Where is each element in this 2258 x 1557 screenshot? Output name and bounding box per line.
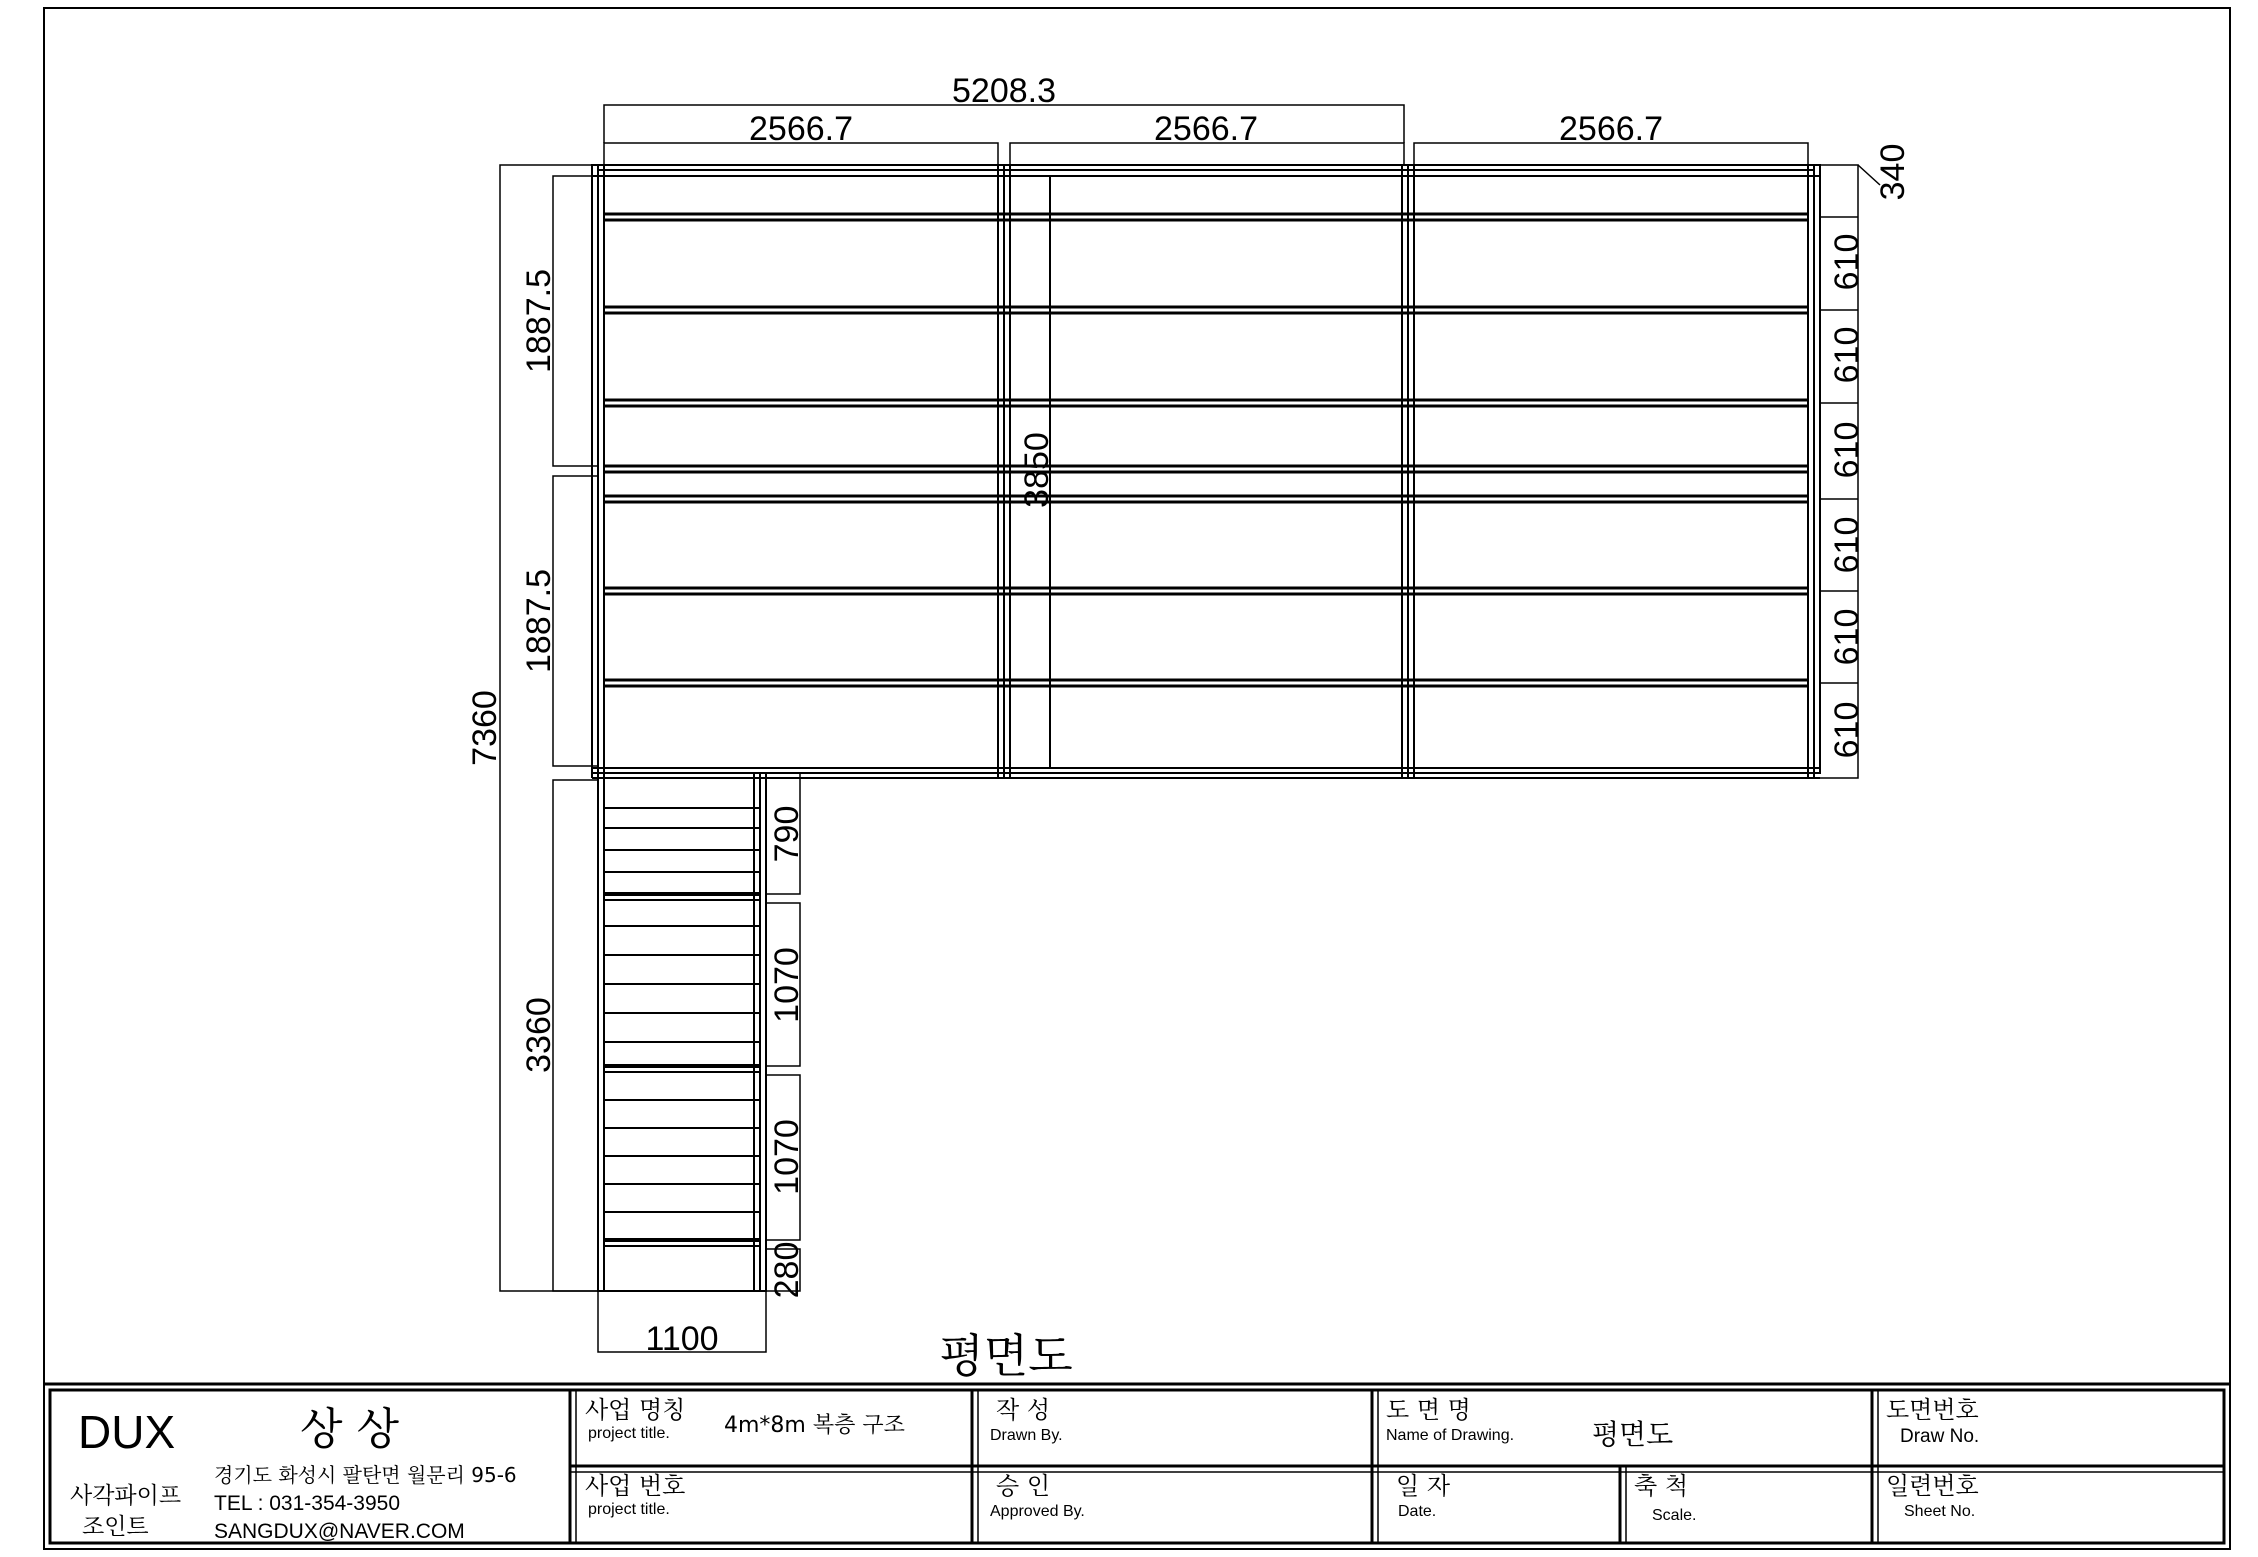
dim-overall-height: 7360	[466, 690, 504, 766]
dim-stair-seg-3: 1070	[768, 1119, 806, 1195]
dim-joist-1: 610	[1828, 233, 1866, 291]
company-tel: TEL : 031-354-3950	[214, 1492, 401, 1515]
plan-view	[500, 105, 1880, 1352]
draw-no-label: 도면번호	[1886, 1396, 1979, 1424]
company-address: 경기도 화성시 팔탄면 월문리 95-6	[214, 1463, 517, 1487]
dim-stair-seg-2: 1070	[768, 947, 806, 1023]
dim-bay-width-2: 2566.7	[1154, 110, 1258, 148]
drawn-by-label: 작 성	[996, 1396, 1050, 1424]
dim-edge-offset: 340	[1874, 143, 1912, 201]
company-sub-1: 사각파이프	[70, 1483, 182, 1509]
dim-joist-3: 610	[1828, 421, 1866, 479]
stair	[598, 773, 766, 1291]
date-label: 일 자	[1396, 1472, 1450, 1500]
scale-sub: Scale.	[1652, 1507, 1697, 1524]
title-block-text	[70, 1396, 1979, 1543]
date-sub: Date.	[1398, 1503, 1437, 1520]
scale-label: 축 척	[1634, 1472, 1688, 1500]
dim-joist-5: 610	[1828, 608, 1866, 666]
project-name-value: 4m*8m 복층 구조	[724, 1413, 905, 1438]
dim-stair-seg-4: 280	[768, 1241, 806, 1299]
project-no-label: 사업 번호	[585, 1472, 686, 1500]
dim-joist-6: 610	[1828, 701, 1866, 759]
project-no-sub: project title.	[588, 1501, 670, 1518]
company-sub-2: 조인트	[82, 1514, 149, 1540]
dimension-labels	[466, 72, 1912, 1358]
dim-joist-4: 610	[1828, 516, 1866, 574]
drawing-name-sub: Name of Drawing.	[1386, 1427, 1515, 1444]
approved-by-label: 승 인	[996, 1472, 1050, 1500]
joists	[604, 214, 1808, 686]
drawing-title: 평면도	[939, 1329, 1073, 1383]
company-email: SANGDUX@NAVER.COM	[214, 1520, 465, 1543]
dim-bay-width-1: 2566.7	[749, 110, 853, 148]
dim-joist-2: 610	[1828, 326, 1866, 384]
dim-bay-width-3: 2566.7	[1559, 110, 1663, 148]
dim-stair-seg-1: 790	[768, 805, 806, 863]
dim-stair-run: 3360	[520, 997, 558, 1073]
project-name-label: 사업 명칭	[585, 1396, 686, 1424]
drawing-name-value: 평면도	[1592, 1418, 1674, 1451]
dim-upper-section-2: 1887.5	[520, 569, 558, 673]
draw-no-sub: Draw No.	[1900, 1426, 1980, 1447]
company-brand: DUX	[78, 1406, 176, 1458]
sheet-no-sub: Sheet No.	[1904, 1503, 1976, 1520]
drawing-name-label: 도 면 명	[1386, 1396, 1471, 1424]
dim-upper-section-1: 1887.5	[520, 269, 558, 373]
stair-treads	[604, 808, 760, 1246]
dim-mid-span: 3850	[1018, 432, 1056, 508]
dim-stair-width: 1100	[645, 1320, 719, 1358]
company-name: 상 상	[300, 1404, 399, 1455]
dim-overall-width: 5208.3	[952, 72, 1056, 110]
deck-outer-frame	[592, 165, 1820, 773]
project-name-sub: project title.	[588, 1425, 670, 1442]
deck-inner-frame	[598, 170, 1814, 768]
sheet-no-label: 일련번호	[1886, 1472, 1979, 1500]
drawn-by-sub: Drawn By.	[990, 1427, 1063, 1444]
approved-by-sub: Approved By.	[990, 1503, 1085, 1520]
dimension-lines	[500, 105, 1880, 1352]
